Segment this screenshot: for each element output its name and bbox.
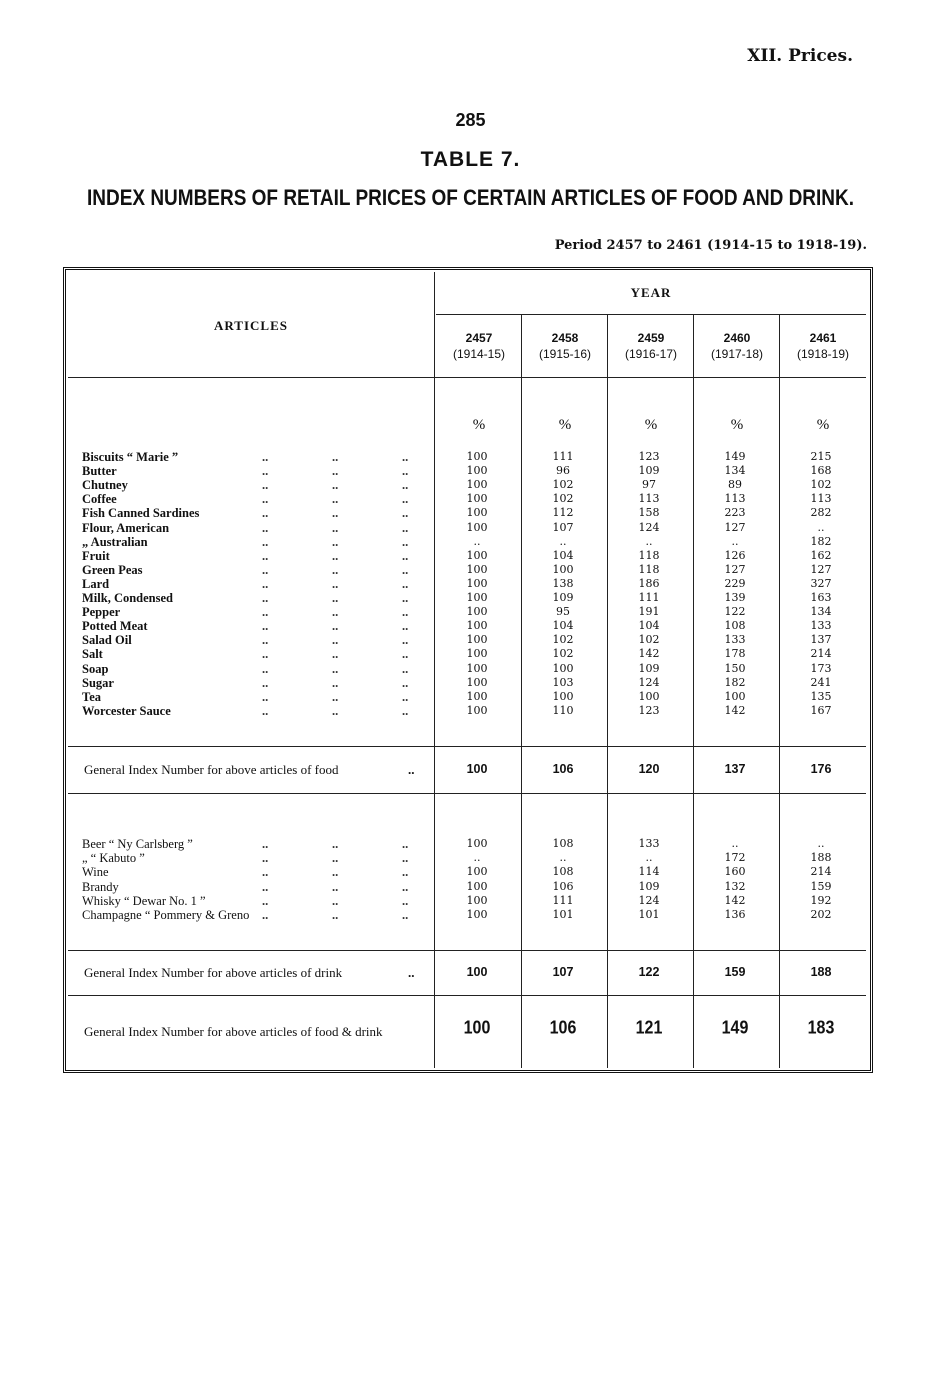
percent-unit: % bbox=[558, 417, 572, 433]
table-number: TABLE 7. bbox=[420, 148, 521, 171]
general-index-value: 149 bbox=[721, 1018, 749, 1039]
general-index-value: 121 bbox=[635, 1018, 663, 1039]
value-cell: 229 bbox=[724, 576, 746, 590]
article-name: Butter bbox=[82, 464, 117, 479]
general-index-value: 137 bbox=[724, 762, 746, 776]
value-cell: 100 bbox=[466, 675, 488, 689]
general-index-value: 100 bbox=[466, 965, 488, 979]
value-cell: 97 bbox=[642, 478, 656, 492]
value-cell: 168 bbox=[810, 464, 832, 478]
value-cell: 101 bbox=[552, 908, 574, 921]
value-cell: 118 bbox=[638, 548, 660, 562]
value-cell: 100 bbox=[466, 492, 488, 506]
value-cell: 142 bbox=[724, 703, 746, 717]
value-cell: 102 bbox=[552, 647, 574, 661]
table-row: Pepper .. .. .. 100 95 191 122 134 bbox=[0, 605, 941, 619]
table-row: Beer “ Ny Carlsberg ” .. .. .. 100 108 133 .. .. bbox=[0, 837, 941, 851]
value-cell: 106 bbox=[552, 879, 574, 893]
general-index-value: 100 bbox=[463, 1018, 491, 1039]
table-row: Lard .. .. .. 100 138 186 229 327 bbox=[0, 577, 941, 591]
year-header bbox=[694, 330, 780, 362]
value-cell: 109 bbox=[552, 591, 574, 604]
value-cell: 178 bbox=[724, 647, 746, 661]
header-rule bbox=[68, 377, 866, 378]
percent-unit: % bbox=[730, 417, 744, 433]
value-cell: 137 bbox=[810, 633, 832, 647]
article-name: Coffee bbox=[82, 492, 117, 507]
value-cell: 192 bbox=[810, 893, 832, 907]
value-cell: 101 bbox=[638, 908, 660, 921]
table-row: Fruit .. .. .. 100 104 118 126 162 bbox=[0, 549, 941, 563]
value-cell: 142 bbox=[638, 647, 660, 661]
value-cell: 111 bbox=[552, 893, 574, 907]
value-cell: 214 bbox=[810, 865, 832, 879]
value-cell: 100 bbox=[724, 689, 746, 703]
value-cell: 118 bbox=[638, 562, 660, 576]
table-row: Flour, American .. .. .. 100 107 124 127 .. bbox=[0, 521, 941, 535]
article-name: Worcester Sauce bbox=[82, 703, 171, 718]
leader-dots: .. bbox=[408, 965, 415, 980]
value-cell: 214 bbox=[810, 647, 832, 661]
table-row: Chutney .. .. .. 100 102 97 89 102 bbox=[0, 478, 941, 492]
value-cell: 188 bbox=[810, 851, 832, 865]
table-row: Soap .. .. .. 100 100 109 150 173 bbox=[0, 662, 941, 676]
value-cell: 150 bbox=[724, 661, 746, 675]
table-row: Champagne “ Pommery & Greno .. .. .. 100 101 101 136 202 bbox=[0, 908, 941, 922]
value-cell: .. bbox=[559, 534, 567, 548]
value-cell: 107 bbox=[552, 520, 574, 534]
value-cell: 100 bbox=[552, 661, 574, 675]
table-row: Brandy .. .. .. 100 106 109 132 159 bbox=[0, 880, 941, 894]
article-name: Biscuits “ Marie ” bbox=[82, 450, 179, 464]
table-row: Worcester Sauce .. .. .. 100 110 123 142 167 bbox=[0, 704, 941, 718]
value-cell: 100 bbox=[466, 879, 488, 893]
value-cell: 103 bbox=[552, 675, 574, 689]
value-cell: 100 bbox=[552, 562, 574, 576]
year-ce: (1917-18) bbox=[710, 347, 764, 361]
table-row: Fish Canned Sardines .. .. .. 100 112 158 223 282 bbox=[0, 506, 941, 520]
value-cell: 100 bbox=[466, 865, 488, 879]
year-rule bbox=[436, 314, 866, 315]
value-cell: 138 bbox=[552, 576, 574, 590]
value-cell: .. bbox=[559, 851, 567, 865]
value-cell: 135 bbox=[810, 689, 832, 703]
article-name: Potted Meat bbox=[82, 619, 148, 634]
value-cell: 100 bbox=[466, 464, 488, 478]
general-index-value: 106 bbox=[552, 762, 574, 776]
general-index-value: 107 bbox=[552, 965, 574, 979]
page-number: 285 bbox=[455, 110, 486, 130]
value-cell: 100 bbox=[466, 478, 488, 492]
value-cell: 134 bbox=[810, 605, 832, 619]
article-name: „ “ Kabuto ” bbox=[82, 851, 145, 866]
value-cell: 100 bbox=[466, 506, 488, 520]
general-index-label: General Index Number for above articles of food & drink bbox=[84, 1024, 383, 1039]
value-cell: 102 bbox=[552, 633, 574, 647]
value-cell: 102 bbox=[638, 633, 660, 647]
value-cell: 132 bbox=[724, 879, 746, 893]
article-name: Lard bbox=[82, 576, 110, 591]
value-cell: 282 bbox=[810, 506, 832, 520]
value-cell: 160 bbox=[724, 865, 746, 879]
article-name: Pepper bbox=[82, 605, 121, 620]
year-be: 2457 bbox=[465, 331, 493, 345]
value-cell: 100 bbox=[638, 689, 660, 703]
value-cell: 100 bbox=[466, 647, 488, 661]
value-cell: 123 bbox=[638, 450, 660, 463]
table-row: Tea .. .. .. 100 100 100 100 135 bbox=[0, 690, 941, 704]
value-cell: 100 bbox=[466, 548, 488, 562]
value-cell: .. bbox=[731, 837, 739, 850]
value-cell: 127 bbox=[724, 520, 746, 534]
value-cell: 186 bbox=[638, 576, 660, 590]
article-name: Salad Oil bbox=[82, 633, 132, 648]
value-cell: 124 bbox=[638, 893, 660, 907]
value-cell: 100 bbox=[466, 605, 488, 619]
drink-general-rule-top bbox=[68, 950, 866, 951]
value-cell: 100 bbox=[466, 837, 488, 850]
value-cell: 163 bbox=[810, 591, 832, 604]
article-name: Tea bbox=[82, 689, 101, 704]
value-cell: 104 bbox=[552, 548, 574, 562]
value-cell: 100 bbox=[466, 619, 488, 633]
year-be: 2459 bbox=[637, 331, 665, 345]
table-row: Wine .. .. .. 100 108 114 160 214 bbox=[0, 865, 941, 879]
general-index-value: 122 bbox=[638, 965, 660, 979]
value-cell: 172 bbox=[724, 851, 746, 865]
year-header bbox=[436, 330, 522, 362]
article-name: Beer “ Ny Carlsberg ” bbox=[82, 837, 193, 851]
value-cell: .. bbox=[817, 837, 825, 850]
article-name: Fish Canned Sardines bbox=[82, 506, 200, 521]
value-cell: 223 bbox=[724, 506, 746, 520]
table-title: INDEX NUMBERS OF RETAIL PRICES OF CERTAIN ARTICLES OF FOOD AND DRINK. bbox=[86, 186, 855, 211]
article-name: Salt bbox=[82, 647, 103, 662]
table-row: „ Australian .. .. .. .. .. .. .. 182 bbox=[0, 535, 941, 549]
value-cell: 182 bbox=[810, 534, 832, 548]
article-name: Milk, Condensed bbox=[82, 591, 173, 605]
general-index-value: 188 bbox=[810, 965, 832, 979]
value-cell: 191 bbox=[638, 605, 660, 619]
value-cell: 327 bbox=[810, 576, 832, 590]
value-cell: 102 bbox=[552, 492, 574, 506]
article-name: Chutney bbox=[82, 478, 128, 493]
value-cell: 114 bbox=[638, 865, 660, 879]
general-index-label: General Index Number for above articles of drink bbox=[84, 965, 343, 980]
value-cell: 100 bbox=[552, 689, 574, 703]
value-cell: 104 bbox=[552, 619, 574, 633]
table-row: Green Peas .. .. .. 100 100 118 127 127 bbox=[0, 563, 941, 577]
value-cell: 96 bbox=[556, 464, 570, 478]
value-cell: .. bbox=[645, 534, 653, 548]
table-row: Sugar .. .. .. 100 103 124 182 241 bbox=[0, 676, 941, 690]
value-cell: 159 bbox=[810, 879, 832, 893]
year-ce: (1916-17) bbox=[624, 347, 678, 361]
general-index-value: 120 bbox=[638, 762, 660, 776]
value-cell: 202 bbox=[810, 908, 832, 921]
value-cell: 102 bbox=[552, 478, 574, 492]
year-be: 2461 bbox=[809, 331, 837, 345]
value-cell: 108 bbox=[552, 865, 574, 879]
section-heading: XII. Prices. bbox=[747, 46, 853, 66]
value-cell: 113 bbox=[724, 492, 746, 506]
table-row: Potted Meat .. .. .. 100 104 104 108 133 bbox=[0, 619, 941, 633]
value-cell: 95 bbox=[556, 605, 570, 619]
value-cell: 134 bbox=[724, 464, 746, 478]
year-heading: YEAR bbox=[630, 285, 672, 300]
value-cell: 89 bbox=[728, 478, 742, 492]
value-cell: 127 bbox=[810, 562, 832, 576]
food-general-rule-top bbox=[68, 746, 866, 747]
year-header bbox=[522, 330, 608, 362]
value-cell: 149 bbox=[724, 450, 746, 463]
value-cell: 104 bbox=[638, 619, 660, 633]
value-cell: 111 bbox=[552, 450, 574, 463]
value-cell: 109 bbox=[638, 879, 660, 893]
value-cell: 112 bbox=[552, 506, 574, 520]
value-cell: 100 bbox=[466, 633, 488, 647]
value-cell: 133 bbox=[638, 837, 660, 850]
table-row: Butter .. .. .. 100 96 109 134 168 bbox=[0, 464, 941, 478]
value-cell: 100 bbox=[466, 450, 488, 463]
value-cell: 158 bbox=[638, 506, 660, 520]
year-ce: (1918-19) bbox=[796, 347, 850, 361]
article-name: Soap bbox=[82, 661, 109, 676]
value-cell: 173 bbox=[810, 661, 832, 675]
value-cell: 113 bbox=[810, 492, 832, 506]
table-row: Milk, Condensed .. .. .. 100 109 111 139 163 bbox=[0, 591, 941, 605]
value-cell: 136 bbox=[724, 908, 746, 921]
value-cell: 241 bbox=[810, 675, 832, 689]
value-cell: 100 bbox=[466, 520, 488, 534]
table-row: Salt .. .. .. 100 102 142 178 214 bbox=[0, 647, 941, 661]
year-ce: (1914-15) bbox=[452, 347, 506, 361]
year-be: 2458 bbox=[551, 331, 579, 345]
percent-unit: % bbox=[816, 417, 830, 433]
drink-general-rule-bottom bbox=[68, 995, 866, 996]
value-cell: 215 bbox=[810, 450, 832, 463]
general-index-value: 159 bbox=[724, 965, 746, 979]
general-index-label: General Index Number for above articles of food bbox=[84, 762, 339, 777]
value-cell: 102 bbox=[810, 478, 832, 492]
value-cell: 182 bbox=[724, 675, 746, 689]
value-cell: 100 bbox=[466, 689, 488, 703]
value-cell: 109 bbox=[638, 661, 660, 675]
table-row: Coffee .. .. .. 100 102 113 113 113 bbox=[0, 492, 941, 506]
value-cell: .. bbox=[473, 851, 481, 865]
value-cell: .. bbox=[817, 520, 825, 534]
year-ce: (1915-16) bbox=[538, 347, 592, 361]
value-cell: 100 bbox=[466, 576, 488, 590]
value-cell: 124 bbox=[638, 675, 660, 689]
value-cell: 127 bbox=[724, 562, 746, 576]
article-name: Flour, American bbox=[82, 520, 170, 535]
period-note: Period 2457 to 2461 (1914-15 to 1918-19). bbox=[554, 238, 867, 253]
table-row: Salad Oil .. .. .. 100 102 102 133 137 bbox=[0, 633, 941, 647]
value-cell: 100 bbox=[466, 703, 488, 717]
value-cell: 110 bbox=[552, 703, 574, 717]
value-cell: 124 bbox=[638, 520, 660, 534]
value-cell: 167 bbox=[810, 703, 832, 717]
food-general-rule-bottom bbox=[68, 793, 866, 794]
value-cell: 108 bbox=[552, 837, 574, 850]
table-row: Whisky “ Dewar No. 1 ” .. .. .. 100 111 124 142 192 bbox=[0, 894, 941, 908]
value-cell: .. bbox=[645, 851, 653, 865]
value-cell: 133 bbox=[724, 633, 746, 647]
value-cell: 162 bbox=[810, 548, 832, 562]
value-cell: 111 bbox=[638, 591, 660, 604]
value-cell: .. bbox=[473, 534, 481, 548]
article-name: Wine bbox=[82, 865, 109, 880]
percent-unit: % bbox=[472, 417, 486, 433]
article-name: Sugar bbox=[82, 675, 114, 690]
general-index-value: 183 bbox=[807, 1018, 835, 1039]
value-cell: 113 bbox=[638, 492, 660, 506]
leader-dots: .. bbox=[408, 762, 415, 777]
value-cell: 142 bbox=[724, 893, 746, 907]
value-cell: 139 bbox=[724, 591, 746, 604]
value-cell: 109 bbox=[638, 464, 660, 478]
value-cell: 123 bbox=[638, 703, 660, 717]
general-index-value: 100 bbox=[466, 762, 488, 776]
article-name: Whisky “ Dewar No. 1 ” bbox=[82, 893, 206, 908]
value-cell: 100 bbox=[466, 562, 488, 576]
value-cell: 100 bbox=[466, 661, 488, 675]
value-cell: .. bbox=[731, 534, 739, 548]
general-index-value: 106 bbox=[549, 1018, 577, 1039]
articles-heading: ARTICLES bbox=[213, 318, 288, 333]
article-name: Brandy bbox=[82, 879, 119, 894]
value-cell: 100 bbox=[466, 893, 488, 907]
value-cell: 126 bbox=[724, 548, 746, 562]
article-name: Fruit bbox=[82, 548, 110, 563]
value-cell: 108 bbox=[724, 619, 746, 633]
article-name: „ Australian bbox=[82, 534, 148, 549]
year-be: 2460 bbox=[723, 331, 751, 345]
article-name: Green Peas bbox=[82, 562, 143, 577]
value-cell: 133 bbox=[810, 619, 832, 633]
year-header bbox=[780, 330, 866, 362]
table-row: Biscuits “ Marie ” .. .. .. 100 111 123 149 215 bbox=[0, 450, 941, 464]
value-cell: 100 bbox=[466, 908, 488, 921]
value-cell: 100 bbox=[466, 591, 488, 604]
percent-unit: % bbox=[644, 417, 658, 433]
value-cell: 122 bbox=[724, 605, 746, 619]
general-index-value: 176 bbox=[810, 762, 832, 776]
table-row: „ “ Kabuto ” .. .. .. .. .. .. 172 188 bbox=[0, 851, 941, 865]
year-header bbox=[608, 330, 694, 362]
article-name: Champagne “ Pommery & Greno bbox=[82, 908, 250, 922]
